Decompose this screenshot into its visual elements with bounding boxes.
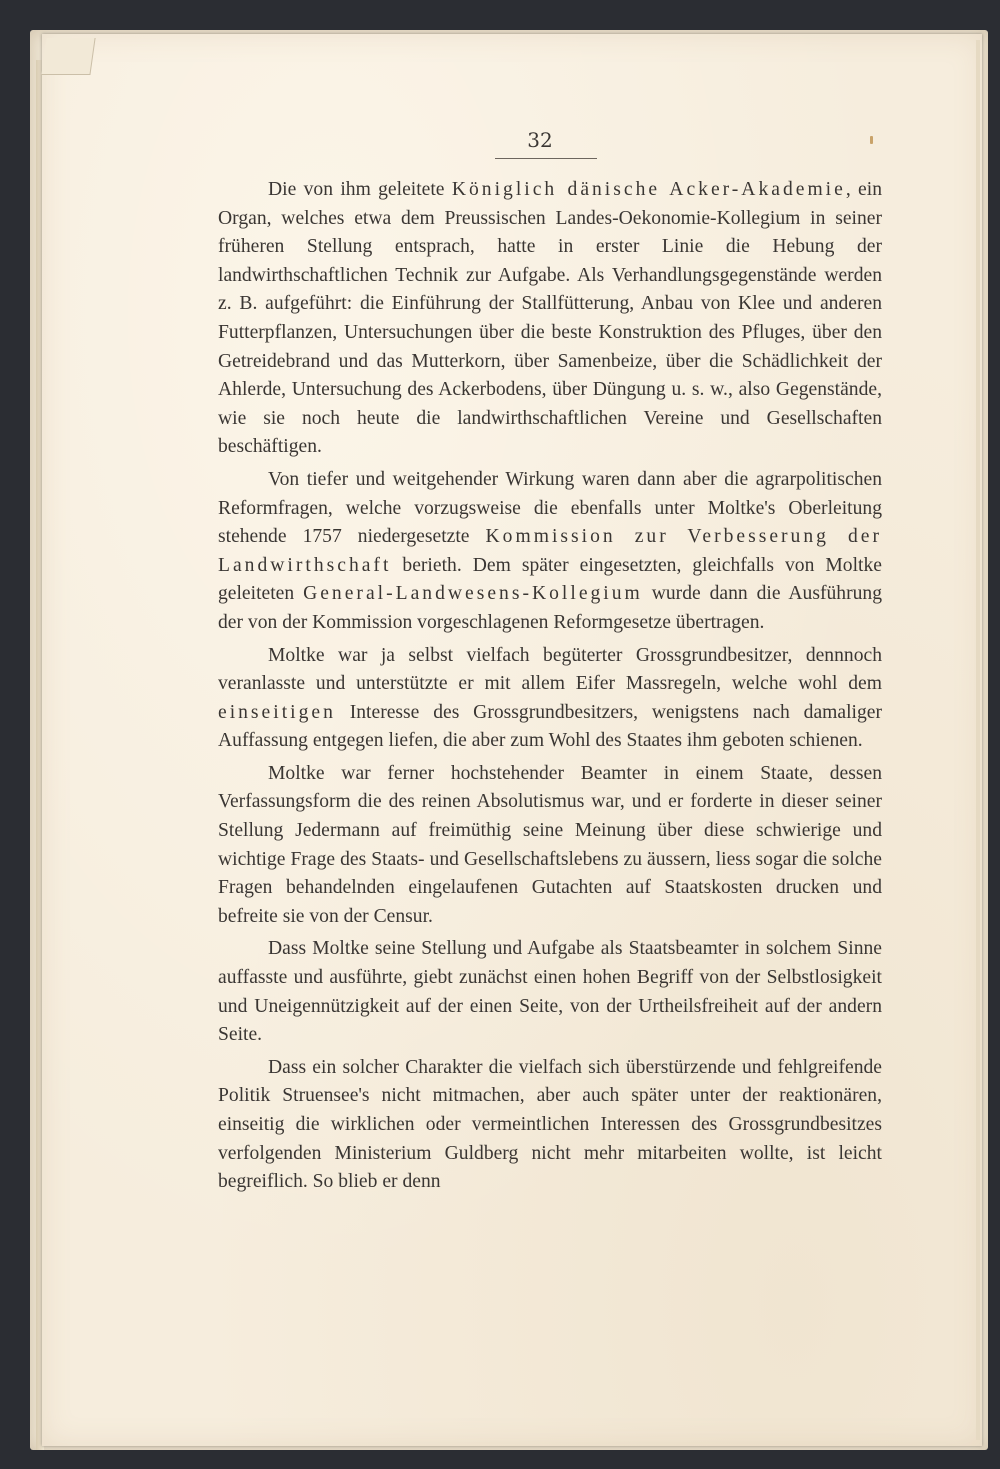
paragraph-6 bbox=[218, 1054, 882, 1197]
text-segment: Dass Moltke seine Stellung und Aufgabe als Staatsbeamter in solchem Sinne auffasste und ausführte, giebt zunächst einen hohen Begriff von der Selbstlosigkeit und Uneigennützigkeit auf der einen Seite, von der Urtheilsfreiheit auf der andern Seite. bbox=[218, 938, 882, 1046]
paragraph-4 bbox=[218, 760, 882, 932]
text-segment: wurde dann die Ausführung der von der Kommission vorgeschlagenen Reformgesetze übertragen. bbox=[218, 583, 882, 633]
spaced-emphasis: General-Landwesens-Kollegium bbox=[303, 583, 643, 605]
spaced-emphasis: Königlich dänische Acker-Akademie bbox=[451, 179, 846, 200]
paragraph-2 bbox=[218, 466, 882, 638]
paper-speck bbox=[870, 136, 873, 144]
body-text bbox=[218, 176, 882, 1197]
page-number: 32 bbox=[527, 128, 553, 152]
folded-corner bbox=[41, 38, 95, 75]
paragraph-3 bbox=[218, 642, 882, 756]
text-segment: Die von ihm geleitete bbox=[268, 179, 452, 200]
page-right-edge bbox=[976, 40, 980, 1440]
spaced-emphasis: Kommission zur Verbesserung der Landwirthschaft bbox=[218, 526, 882, 576]
page-number-rule bbox=[495, 158, 597, 159]
text-segment: , ein Organ, welches etwa dem Preussischen Landes-Oekonomie-Kollegium in seiner früheren Stellung entsprach, hatte in erster Linie die Hebung der landwirthschaftlichen Technik zur Aufgabe. Als Verhandlungsgegenstände werden z. B. aufgeführt: die Einführung der Stallfütterung, Anbau von Klee und anderen Futterpflanzen, Untersuchungen über die beste Konstruktion des Pfluges, über den Getreidebrand und das Mutterkorn, über Samenbeize, über die Schädlichkeit der Ahlerde, Untersuchung des Ackerbodens, über Düngung u. s. w., also Gegenstände, wie sie noch heute die landwirthschaftlichen Vereine und Gesellschaften beschäftigen. bbox=[218, 179, 882, 458]
paragraph-1 bbox=[218, 176, 882, 462]
text-segment: Moltke war ferner hochstehender Beamter in einem Staate, dessen Verfassungsform die des reinen Absolutismus war, und er forderte in dieser seiner Stellung Jedermann auf freimüthig seine Meinung über diese schwierige und wichtige Frage des Staats- und Gesellschaftslebens zu äussern, liess sogar die solche Fragen behandelnden eingelaufenen Gutachten auf Staatskosten drucken und befreite sie von der Censur. bbox=[218, 762, 882, 927]
paragraph-5 bbox=[218, 935, 882, 1049]
spaced-emphasis: einseitigen bbox=[218, 701, 336, 723]
text-segment: Von tiefer und weitgehender Wirkung waren dann aber die agrarpolitischen Reformfragen, welche vorzugsweise die ebenfalls unter Moltke's Oberleitung stehende 1757 niedergesetzte bbox=[218, 468, 882, 548]
text-segment: Dass ein solcher Charakter die vielfach sich überstürzende und fehlgreifende Politik Struensee's nicht mitmachen, aber auch später unter der reaktionären, einseitig die wirklichen oder vermeintlichen Interessen des Grossgrundbesitzes verfolgenden Ministerium Guldberg nicht mehr mitarbeiten wollte, ist leicht begreiflich. So blieb er denn bbox=[218, 1056, 882, 1193]
text-segment: Interesse des Grossgrundbesitzers, wenigstens nach damaliger Auffassung entgegen liefen, die aber zum Wohl des Staates ihm geboten schienen. bbox=[218, 701, 882, 752]
text-segment: Moltke war ja selbst vielfach begüterter Grossgrundbesitzer, dennnoch veranlasste und unterstützte er mit allem Eifer Massregeln, welche wohl dem bbox=[218, 644, 882, 695]
text-segment: berieth. Dem später eingesetzten, gleichfalls von Moltke geleiteten bbox=[218, 554, 882, 605]
